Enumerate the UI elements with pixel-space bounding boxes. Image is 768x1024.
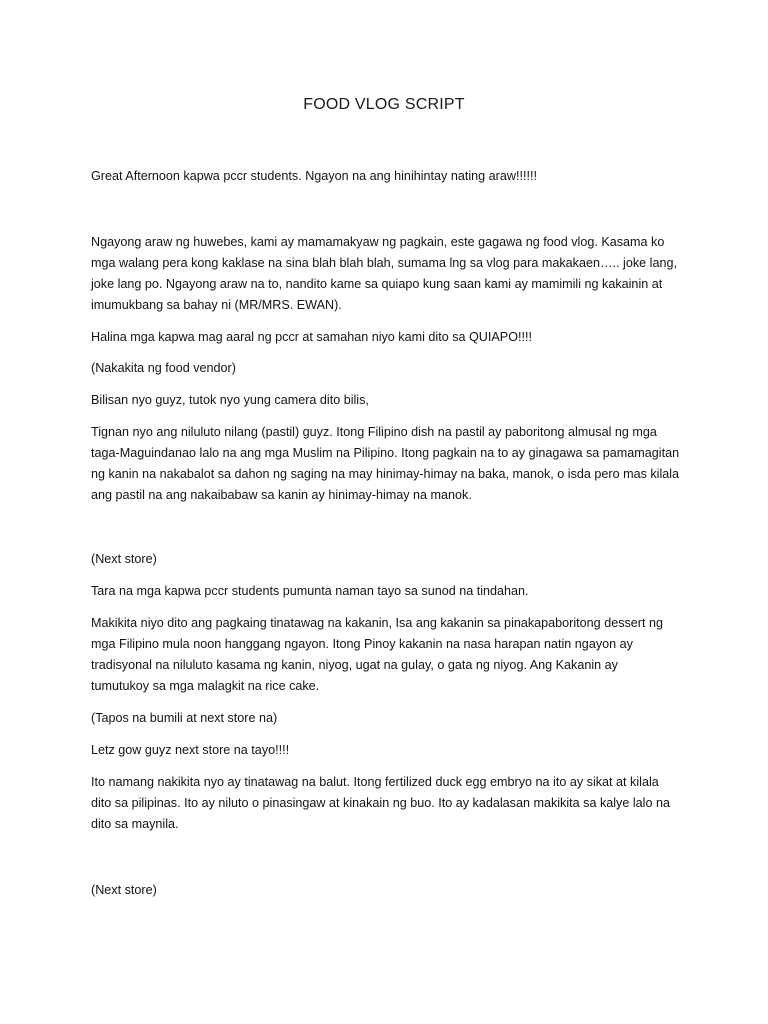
- text-line: mga walang pera kong kaklase na sina blah blah blah, sumama lng sa vlog para makakaen….. joke lang,: [91, 256, 677, 270]
- text-line: Ito namang nakikita nyo ay tinatawag na balut. Itong fertilized duck egg embryo na ito ay sikat at kilala: [91, 775, 659, 789]
- text-line: (Next store): [91, 552, 157, 566]
- text-line: Ngayong araw ng huwebes, kami ay mamamakyaw ng pagkain, este gagawa ng food vlog. Kasama ko: [91, 235, 665, 249]
- document-title: FOOD VLOG SCRIPT: [303, 96, 465, 113]
- text-line: (Tapos na bumili at next store na): [91, 711, 278, 725]
- text-line: ng kanin na nakabalot sa dahon ng saging na may hinimay-himay na baka, manok, o isda pero mas kilala: [91, 467, 680, 481]
- text-line: tradisyonal na niluluto kasama ng kanin, niyog, ugat na gulay, o gata ng niyog. Ang Kakanin ay: [91, 658, 618, 672]
- text-line: Tara na mga kapwa pccr students pumunta naman tayo sa sunod na tindahan.: [91, 584, 529, 598]
- text-line: (Nakakita ng food vendor): [91, 361, 236, 375]
- text-line: joke lang po. Ngayong araw na to, nandito kame sa quiapo kung saan kami ay mamimili ng kakainin at: [91, 277, 663, 291]
- text-line: Letz gow guyz next store na tayo!!!!: [91, 743, 290, 757]
- text-line: Halina mga kapwa mag aaral ng pccr at samahan niyo kami dito sa QUIAPO!!!!: [91, 330, 532, 344]
- paragraph-next-store: [91, 549, 681, 570]
- paragraph-stage-direction: [91, 358, 681, 379]
- text-line: tumutukoy sa mga malagkit na rice cake.: [91, 679, 320, 693]
- text-line: Makikita niyo dito ang pagkaing tinatawag na kakanin, Isa ang kakanin sa pinakapaboritong dessert ng: [91, 616, 663, 630]
- paragraph-intro: [91, 232, 681, 316]
- paragraph-tapos: [91, 708, 681, 729]
- text-line: taga-Maguindanao lalo na ang mga Muslim na Pilipino. Itong pagkain na to ay ginagawa sa pamamagitan: [91, 446, 680, 460]
- text-line: imumukbang sa bahay ni (MR/MRS. EWAN).: [91, 298, 342, 312]
- text-line: dito sa maynila.: [91, 817, 179, 831]
- paragraph-letz-gow: [91, 740, 681, 761]
- paragraph-kakanin: [91, 613, 681, 697]
- text-line: Great Afternoon kapwa pccr students. Ngayon na ang hinihintay nating araw!!!!!!: [91, 169, 537, 183]
- paragraph-invite: [91, 327, 681, 348]
- text-line: (Next store): [91, 883, 157, 897]
- paragraph-pastil: [91, 422, 681, 506]
- paragraph-next-store-2: [91, 880, 681, 901]
- text-line: mga Filipino mula noon hanggang ngayon. Itong Pinoy kakanin na nasa harapan natin ngayon ay: [91, 637, 633, 651]
- paragraph-camera: [91, 390, 681, 411]
- text-line: ang pastil na ang nakaibabaw sa kanin ay hinimay-himay na manok.: [91, 488, 472, 502]
- paragraph-balut: [91, 772, 681, 835]
- paragraph-greeting: [91, 166, 681, 187]
- paragraph-tara: [91, 581, 681, 602]
- text-line: Bilisan nyo guyz, tutok nyo yung camera dito bilis,: [91, 393, 369, 407]
- text-line: Tignan nyo ang niluluto nilang (pastil) guyz. Itong Filipino dish na pastil ay paboritong almusal ng mga: [91, 425, 657, 439]
- text-line: dito sa pilipinas. Ito ay niluto o pinasingaw at kinakain ng buo. Ito ay kadalasan makikita sa kalye lalo na: [91, 796, 670, 810]
